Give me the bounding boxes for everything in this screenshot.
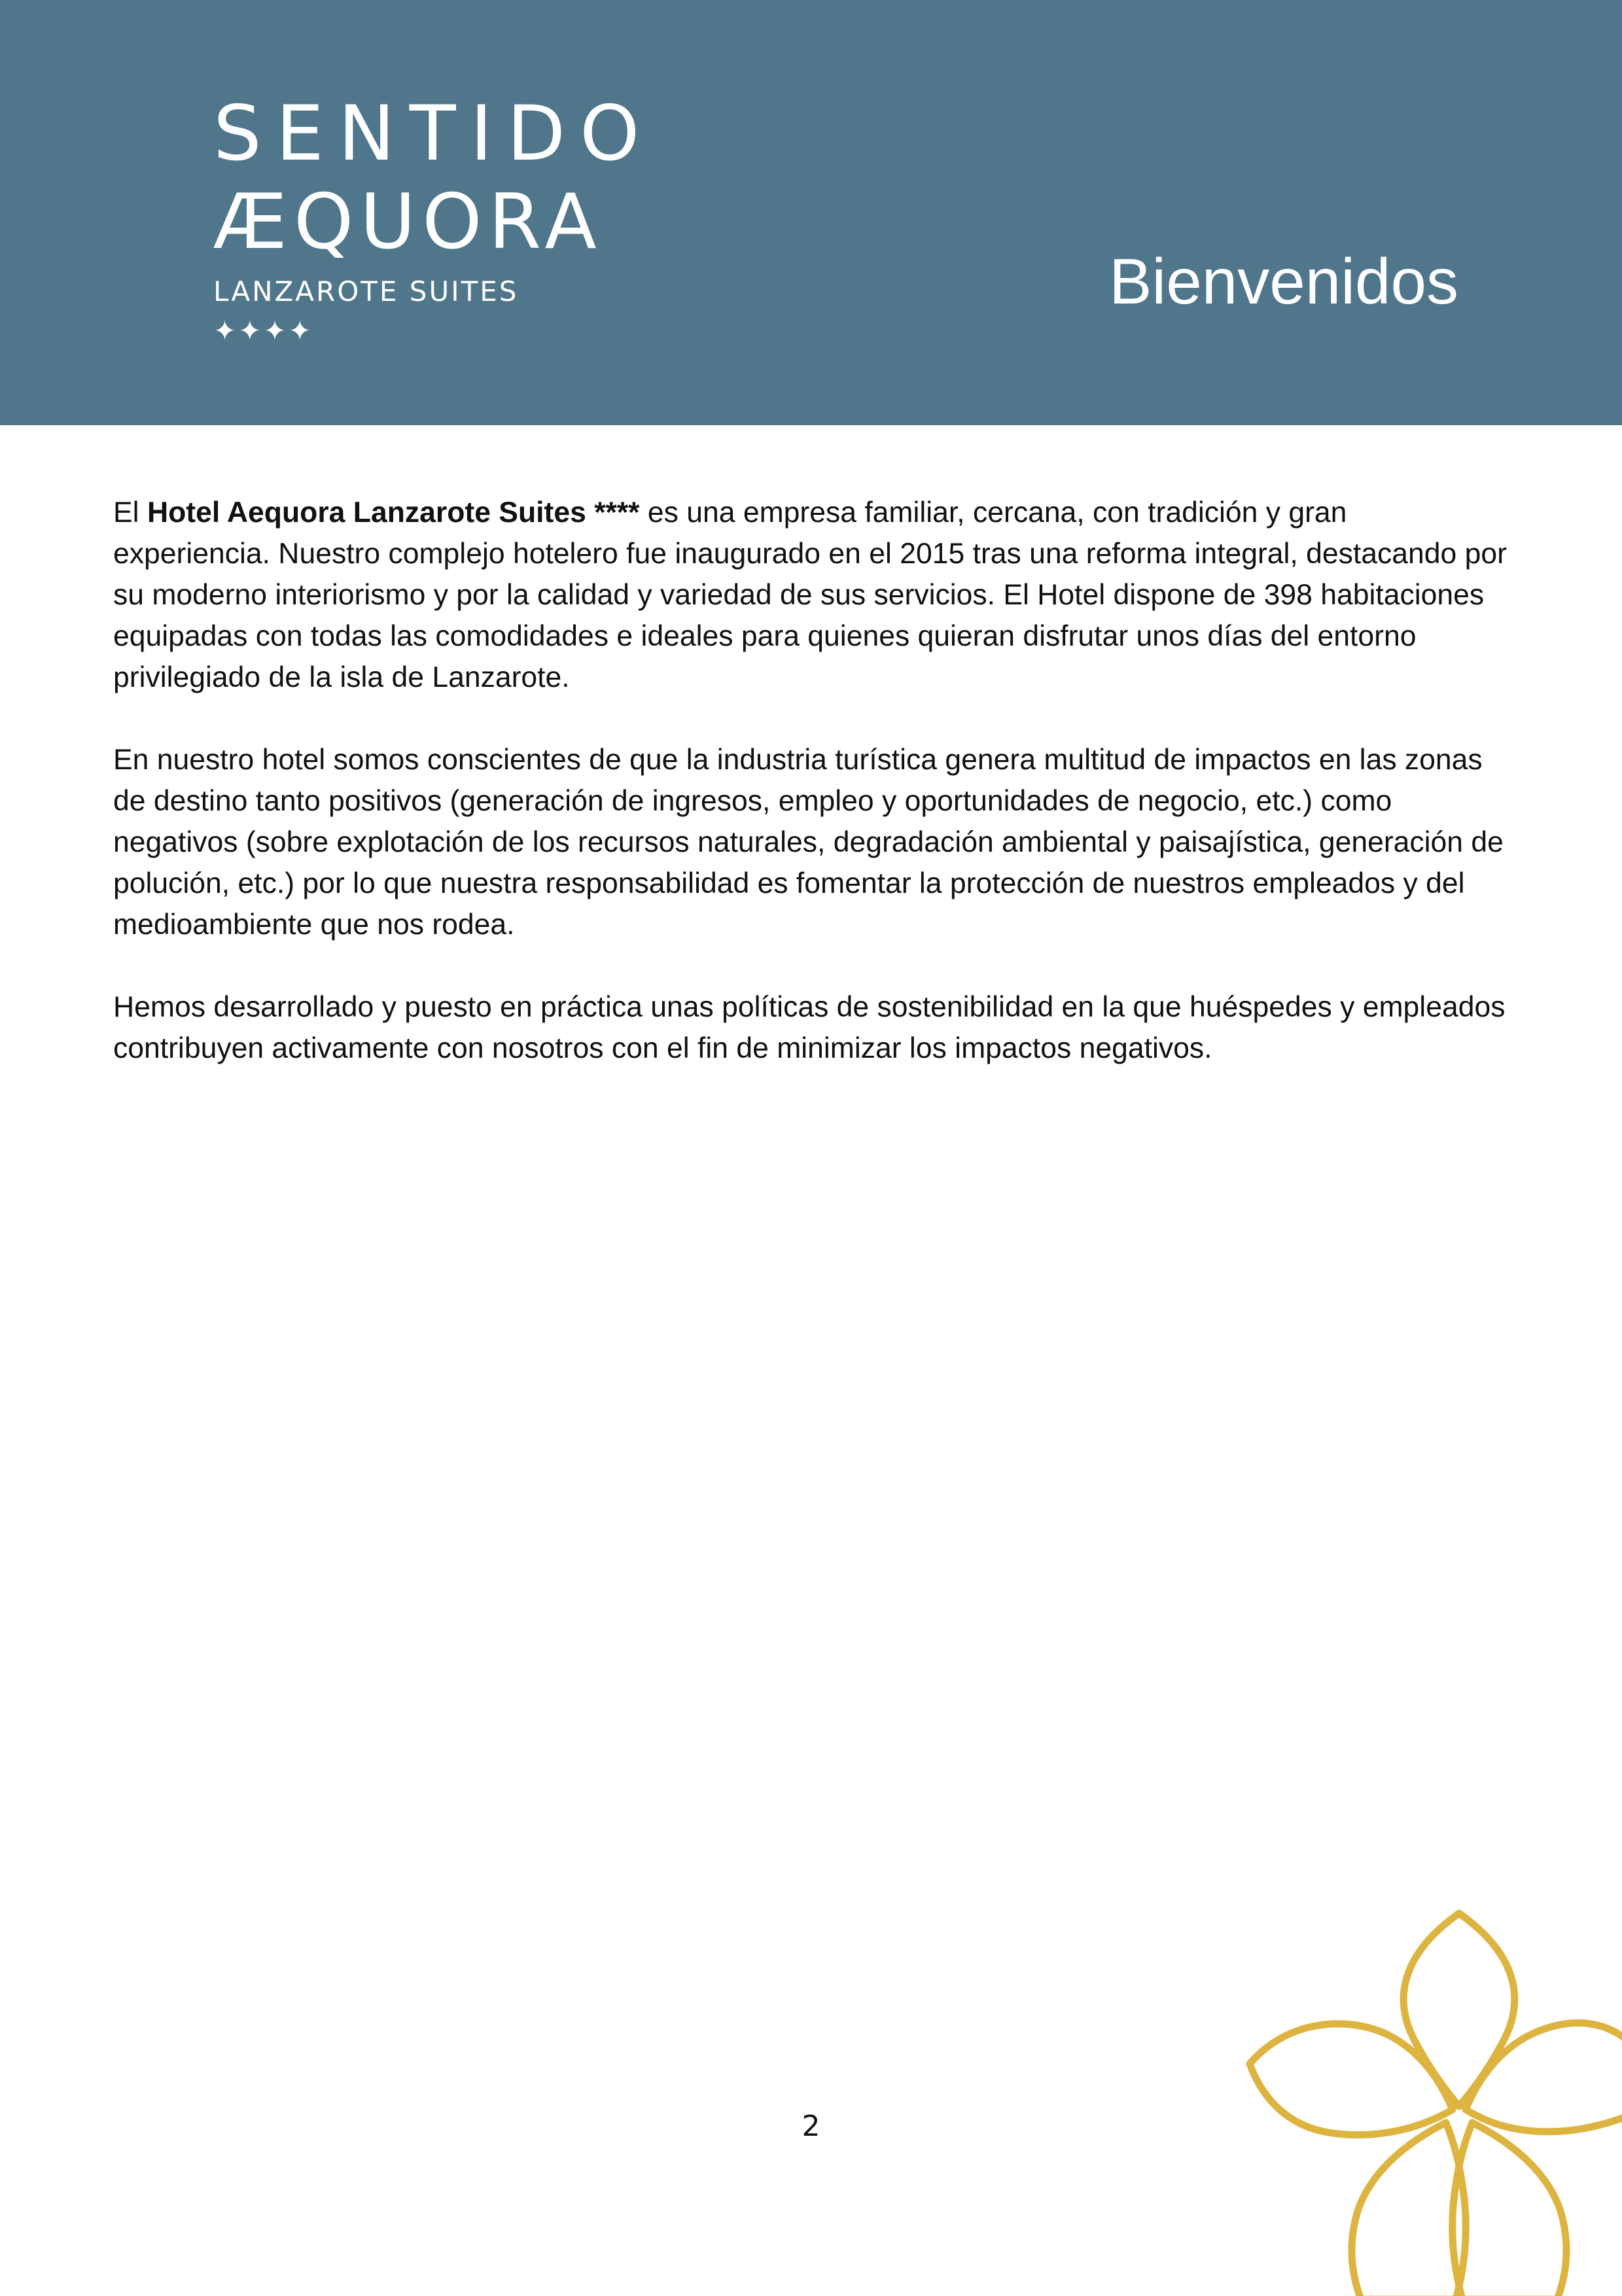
intro-prefix: El [113, 496, 147, 529]
flower-outline-icon [1230, 1897, 1622, 2296]
flower-petal-bottom-right [1453, 2123, 1566, 2296]
page-header [0, 0, 1622, 425]
page-title: Bienvenidos [1109, 245, 1458, 317]
intro-paragraph [113, 492, 1507, 698]
impacts-paragraph: En nuestro hotel somos conscientes de que la industria turística genera multitud de impactos en las zonas de destino tanto positivos (generación de ingresos, empleo y oportunidades de negocio, etc.) como negativos (sobre explotación de los recursos naturales, degradación ambiental y paisajística, generación de polución, etc.) por lo que nuestra responsabilidad es fomentar la protección de nuestros empleados y del medioambiente que nos rodea. [113, 744, 1504, 941]
logo-hotel-name: ÆQUORA [213, 178, 603, 266]
flower-petal-bottom-left [1352, 2123, 1466, 2296]
hotel-name-bold: Hotel Aequora Lanzarote Suites **** [147, 496, 640, 529]
document-body [113, 492, 1507, 1110]
sustainability-paragraph: Hemos desarrollado y puesto en práctica unas políticas de sostenibilidad en la que huéspedes y empleados contribuyen activamente con nosotros con el fin de minimizar los impactos negativos. [113, 991, 1506, 1064]
logo-subtitle: LANZAROTE SUITES ✦✦✦✦ [213, 275, 519, 347]
intro-text: es una empresa familiar, cercana, con tradición y gran experiencia. Nuestro complejo hotelero fue inaugurado en el 2015 tras una reforma integral, destacando por su moderno interiorismo y por la calidad y variedad de sus servicios. El Hotel dispone de 398 habitaciones equipadas con todas las comodidades e ideales para quienes quieran disfrutar unos días del entorno privilegiado de la isla de Lanzarote. [113, 496, 1507, 693]
hotel-logo [213, 90, 654, 351]
flower-petal-right [1466, 2023, 1622, 2132]
flower-petal-left [1250, 2024, 1453, 2135]
flower-petal-top [1403, 1913, 1515, 2106]
page-number: 2 [802, 2110, 820, 2143]
logo-brand-text: SENTIDO [213, 90, 654, 178]
